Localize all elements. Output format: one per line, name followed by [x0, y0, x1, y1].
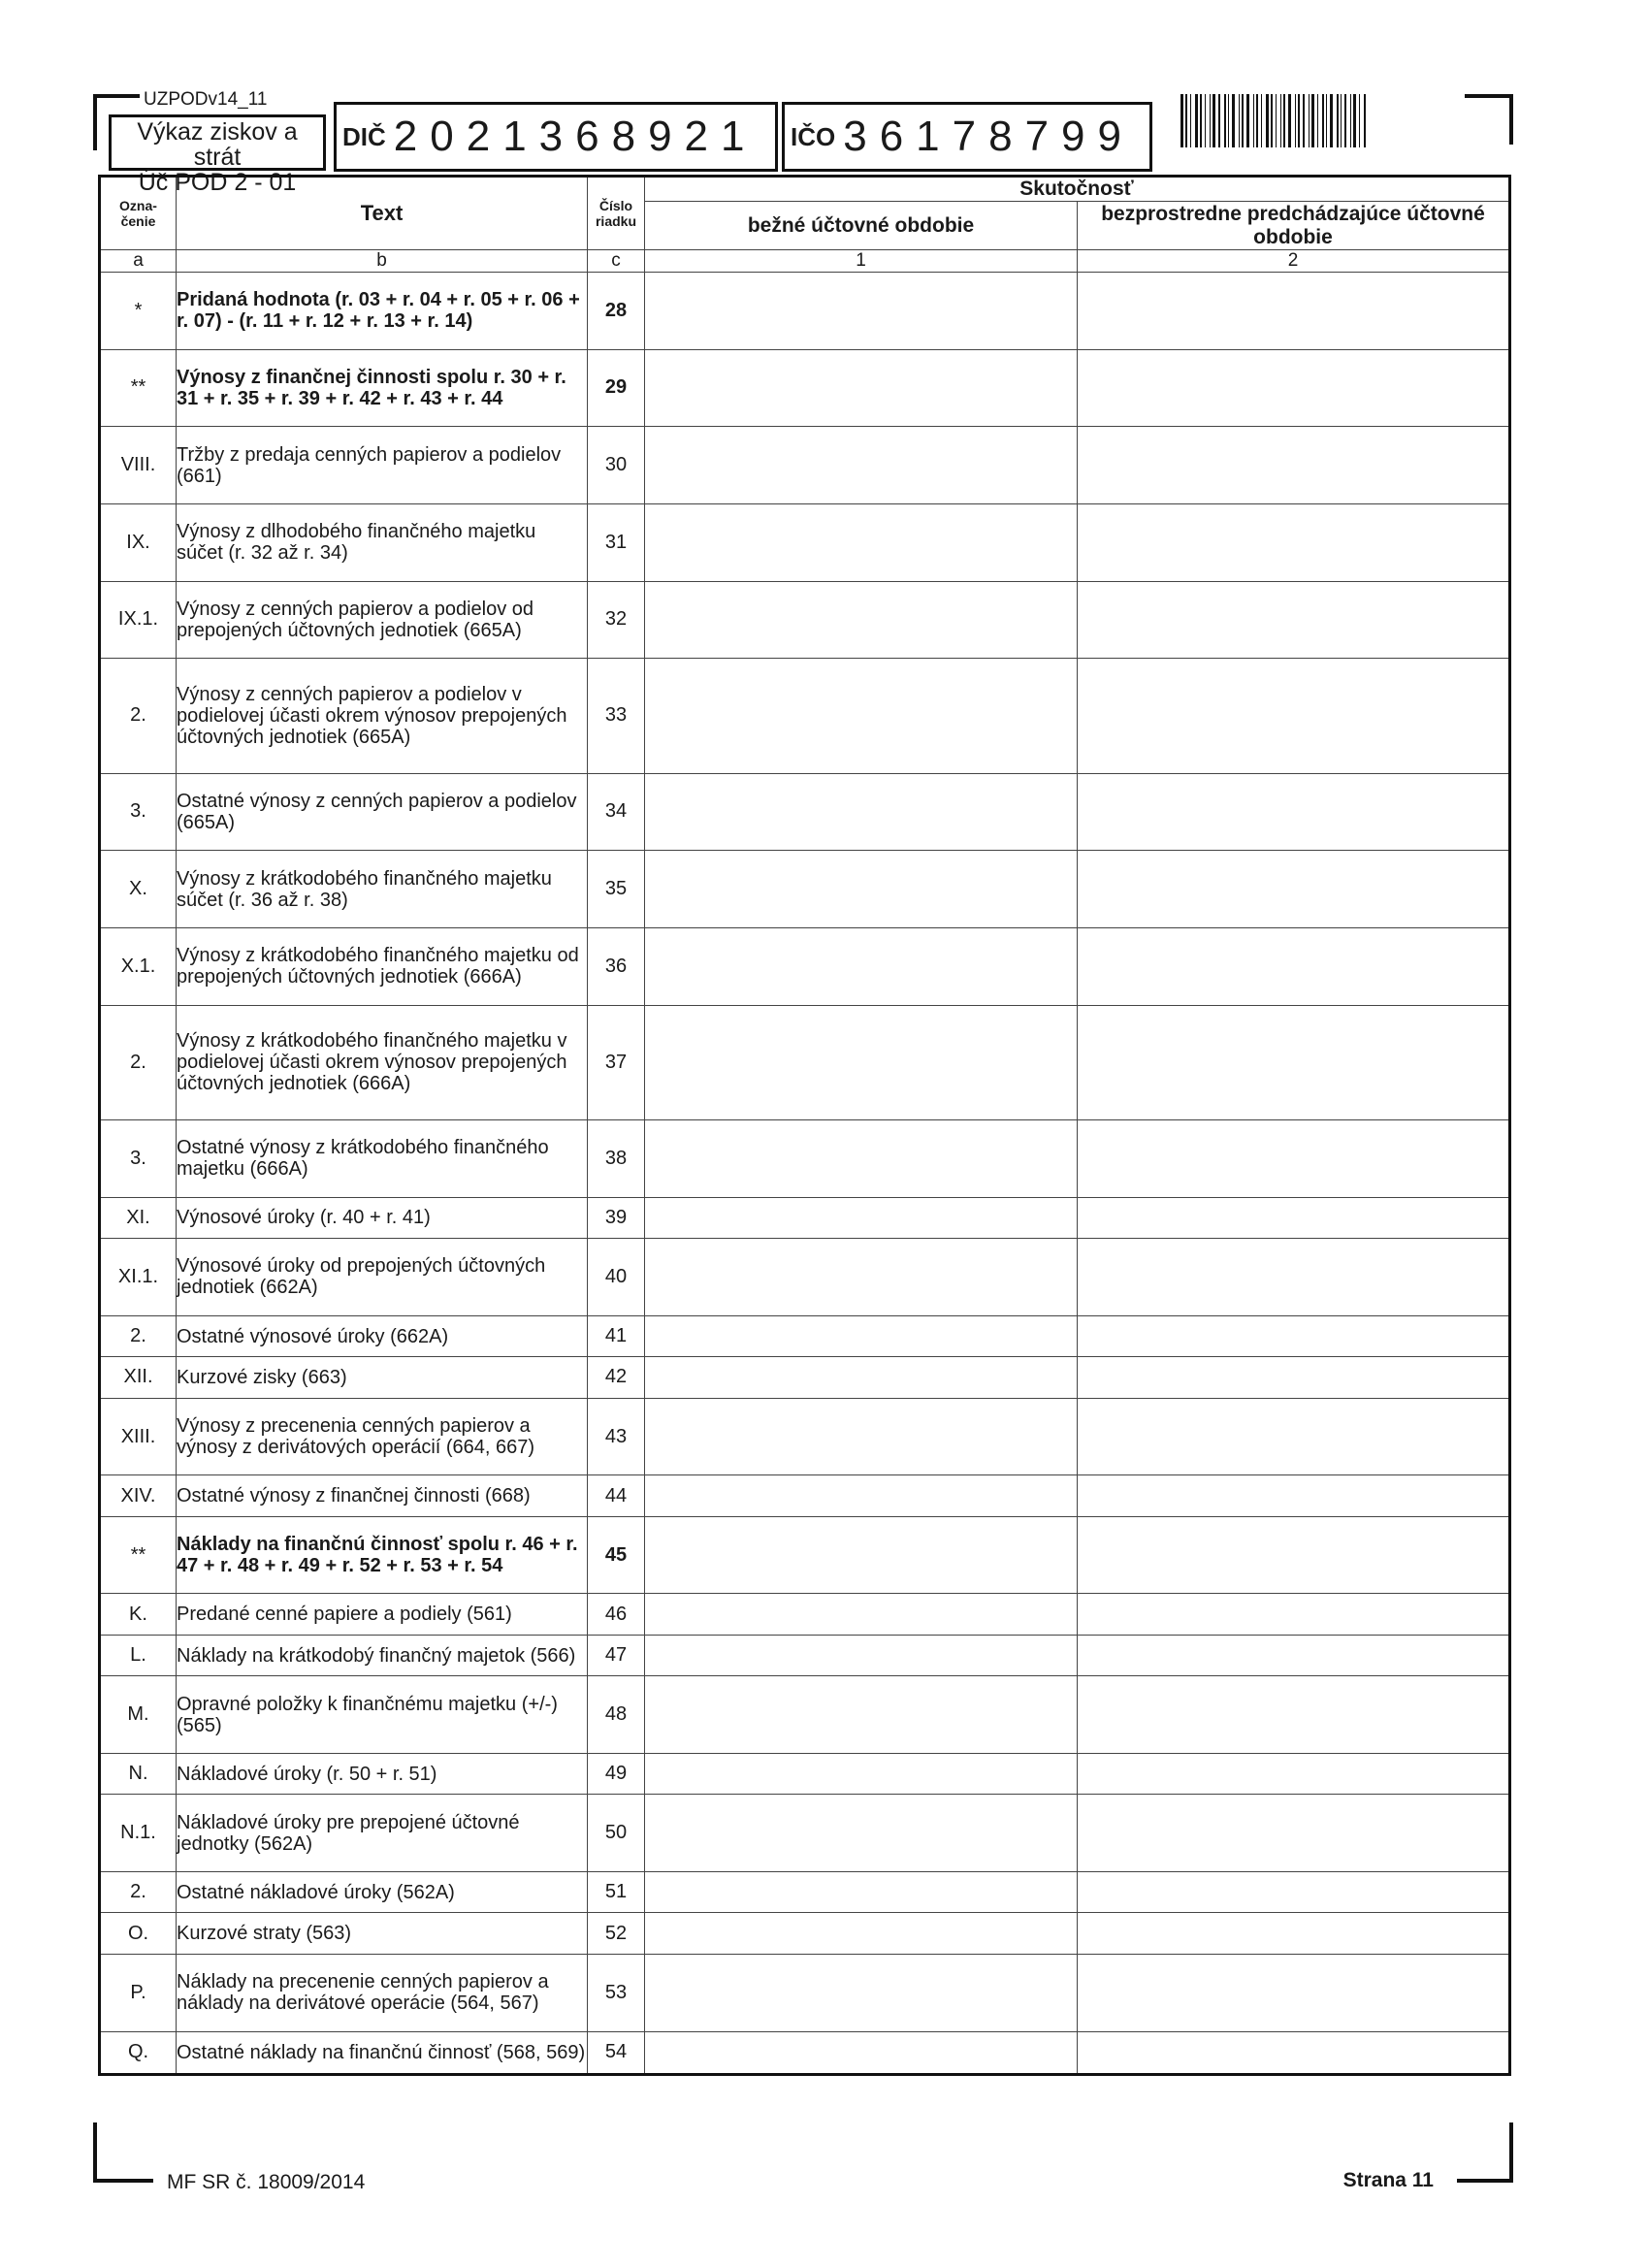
row-text: Výnosy z krátkodobého finančného majetku súčet (r. 36 až r. 38) — [177, 851, 588, 928]
row-mark: P. — [100, 1954, 177, 2031]
row-text: Ostatné výnosy z krátkodobého finančného majetku (666A) — [177, 1120, 588, 1198]
form-title: Výkaz ziskov a strát — [137, 118, 298, 171]
previous-period-value[interactable] — [1078, 1239, 1510, 1316]
header-text: Text — [177, 177, 588, 250]
row-mark: ** — [100, 1516, 177, 1594]
current-period-value[interactable] — [645, 1398, 1078, 1475]
corner-mark-top-left-v — [93, 94, 97, 150]
row-number: 44 — [588, 1475, 645, 1516]
barcode-bar — [1180, 94, 1183, 147]
row-text: Výnosové úroky od prepojených účtovných jednotiek (662A) — [177, 1239, 588, 1316]
barcode-bar — [1232, 94, 1235, 147]
barcode-bar — [1330, 94, 1333, 147]
current-period-value[interactable] — [645, 1635, 1078, 1675]
barcode-bar — [1210, 94, 1211, 147]
footer-page-number: Strana 11 — [1342, 2169, 1434, 2191]
row-text: Nákladové úroky (r. 50 + r. 51) — [177, 1753, 588, 1794]
row-mark: XIV. — [100, 1475, 177, 1516]
row-number: 53 — [588, 1954, 645, 2031]
barcode-bar — [1185, 94, 1187, 147]
ico-label: IČO — [791, 121, 836, 151]
table-row — [100, 1795, 1510, 1872]
row-text: Výnosy z finančnej činnosti spolu r. 30 + r. 31 + r. 35 + r. 39 + r. 42 + r. 43 + r. 44 — [177, 349, 588, 427]
footer-form-reference: MF SR č. 18009/2014 — [167, 2171, 366, 2193]
current-period-value[interactable] — [645, 1239, 1078, 1316]
previous-period-value[interactable] — [1078, 1315, 1510, 1356]
row-number: 40 — [588, 1239, 645, 1316]
table-row — [100, 273, 1510, 350]
row-text: Výnosy z krátkodobého finančného majetku od prepojených účtovných jednotiek (666A) — [177, 927, 588, 1005]
table-row — [100, 1676, 1510, 1754]
barcode-bar — [1239, 94, 1240, 147]
row-text: Výnosové úroky (r. 40 + r. 41) — [177, 1197, 588, 1238]
row-number: 35 — [588, 851, 645, 928]
barcode-bar — [1256, 94, 1258, 147]
barcode-bar — [1364, 94, 1366, 147]
current-period-value[interactable] — [645, 273, 1078, 350]
row-number: 39 — [588, 1197, 645, 1238]
letter-b: b — [177, 250, 588, 273]
table-row — [100, 1239, 1510, 1316]
row-text: Výnosy z precenenia cenných papierov a výnosy z derivátových operácií (664, 667) — [177, 1398, 588, 1475]
row-mark: 2. — [100, 1005, 177, 1120]
current-period-value[interactable] — [645, 1005, 1078, 1120]
previous-period-value[interactable] — [1078, 427, 1510, 504]
current-period-value[interactable] — [645, 927, 1078, 1005]
row-number: 52 — [588, 1913, 645, 1954]
current-period-value[interactable] — [645, 1475, 1078, 1516]
barcode-bar — [1195, 94, 1198, 147]
barcode-bar — [1309, 94, 1310, 147]
table-row — [100, 1315, 1510, 1356]
barcode-bar — [1242, 94, 1244, 147]
row-number: 49 — [588, 1753, 645, 1794]
previous-period-value[interactable] — [1078, 1516, 1510, 1594]
corner-mark-top-left-h — [93, 94, 140, 98]
barcode-bar — [1261, 94, 1262, 147]
row-text: Výnosy z dlhodobého finančného majetku súčet (r. 32 až r. 34) — [177, 503, 588, 581]
row-text: Kurzové straty (563) — [177, 1913, 588, 1954]
current-period-value[interactable] — [645, 1913, 1078, 1954]
barcode-bar — [1326, 94, 1327, 147]
table-row — [100, 1594, 1510, 1635]
barcode-bar — [1344, 94, 1346, 147]
previous-period-value[interactable] — [1078, 273, 1510, 350]
row-mark: XII. — [100, 1357, 177, 1398]
previous-period-value[interactable] — [1078, 773, 1510, 851]
current-period-value[interactable] — [645, 1753, 1078, 1794]
barcode — [1180, 94, 1416, 147]
barcode-bar — [1353, 94, 1356, 147]
title-box — [109, 114, 326, 196]
row-text: Náklady na krátkodobý finančný majetok (566) — [177, 1635, 588, 1675]
barcode-bar — [1311, 94, 1314, 147]
current-period-value[interactable] — [645, 427, 1078, 504]
current-period-value[interactable] — [645, 581, 1078, 659]
barcode-bar — [1288, 94, 1291, 147]
barcode-bar — [1337, 94, 1339, 147]
table-row — [100, 1753, 1510, 1794]
previous-period-value[interactable] — [1078, 1398, 1510, 1475]
row-number: 46 — [588, 1594, 645, 1635]
current-period-value[interactable] — [645, 1516, 1078, 1594]
previous-period-value[interactable] — [1078, 1954, 1510, 2031]
row-mark: N.1. — [100, 1795, 177, 1872]
row-text: Pridaná hodnota (r. 03 + r. 04 + r. 05 + r. 06 + r. 07) - (r. 11 + r. 12 + r. 13 + r. 14) — [177, 273, 588, 350]
table-row — [100, 581, 1510, 659]
row-mark: O. — [100, 1913, 177, 1954]
previous-period-value[interactable] — [1078, 1005, 1510, 1120]
row-text: Výnosy z cenných papierov a podielov od prepojených účtovných jednotiek (665A) — [177, 581, 588, 659]
previous-period-value[interactable] — [1078, 349, 1510, 427]
row-mark: IX. — [100, 503, 177, 581]
row-text: Tržby z predaja cenných papierov a podielov (661) — [177, 427, 588, 504]
previous-period-value[interactable] — [1078, 1594, 1510, 1635]
current-period-value[interactable] — [645, 503, 1078, 581]
table-row — [100, 1197, 1510, 1238]
previous-period-value[interactable] — [1078, 659, 1510, 774]
form-subtitle: Úč POD 2 - 01 — [138, 169, 297, 196]
previous-period-value[interactable] — [1078, 1120, 1510, 1198]
previous-period-value[interactable] — [1078, 1676, 1510, 1754]
barcode-bar — [1303, 94, 1305, 147]
barcode-bar — [1276, 94, 1277, 147]
row-number: 30 — [588, 427, 645, 504]
row-text: Kurzové zisky (663) — [177, 1357, 588, 1398]
row-text: Opravné položky k finančnému majetku (+/-) (565) — [177, 1676, 588, 1754]
current-period-value[interactable] — [645, 1357, 1078, 1398]
table-row — [100, 349, 1510, 427]
row-mark: 3. — [100, 1120, 177, 1198]
barcode-bar — [1253, 94, 1254, 147]
table-row — [100, 1398, 1510, 1475]
table-row — [100, 1516, 1510, 1594]
row-mark: K. — [100, 1594, 177, 1635]
row-number: 50 — [588, 1795, 645, 1872]
row-number: 37 — [588, 1005, 645, 1120]
barcode-bar — [1271, 94, 1273, 147]
header-row-number-label: Číslo riadku — [595, 198, 636, 229]
row-number: 28 — [588, 273, 645, 350]
current-period-value[interactable] — [645, 1315, 1078, 1356]
row-number: 38 — [588, 1120, 645, 1198]
letter-c: c — [588, 250, 645, 273]
row-mark: M. — [100, 1676, 177, 1754]
row-number: 32 — [588, 581, 645, 659]
table-row — [100, 927, 1510, 1005]
barcode-bar — [1317, 94, 1318, 147]
header-current-period: bežné účtovné obdobie — [645, 202, 1078, 250]
letter-a: a — [100, 250, 177, 273]
header-mark — [100, 177, 177, 250]
row-mark: X. — [100, 851, 177, 928]
row-mark: IX.1. — [100, 581, 177, 659]
previous-period-value[interactable] — [1078, 1635, 1510, 1675]
row-mark: 2. — [100, 1315, 177, 1356]
header-mark-label: Ozna- čenie — [119, 198, 157, 229]
row-number: 45 — [588, 1516, 645, 1594]
barcode-bar — [1212, 94, 1215, 147]
row-number: 43 — [588, 1398, 645, 1475]
previous-period-value[interactable] — [1078, 927, 1510, 1005]
corner-mark-bottom-right-h — [1457, 2179, 1513, 2183]
barcode-bar — [1205, 94, 1206, 147]
current-period-value[interactable] — [645, 1676, 1078, 1754]
row-mark: 2. — [100, 1872, 177, 1913]
corner-mark-top-right-v — [1509, 94, 1513, 145]
row-text: Výnosy z cenných papierov a podielov v podielovej účasti okrem výnosov prepojených účtovných jednotiek (665A) — [177, 659, 588, 774]
row-number: 41 — [588, 1315, 645, 1356]
current-period-value[interactable] — [645, 2031, 1078, 2074]
previous-period-value[interactable] — [1078, 1753, 1510, 1794]
barcode-bar — [1283, 94, 1285, 147]
table-row — [100, 1913, 1510, 1954]
table-row — [100, 1120, 1510, 1198]
barcode-bar — [1280, 94, 1281, 147]
row-mark: L. — [100, 1635, 177, 1675]
current-period-value[interactable] — [645, 851, 1078, 928]
table-row — [100, 2031, 1510, 2074]
table-row — [100, 851, 1510, 928]
current-period-value[interactable] — [645, 1120, 1078, 1198]
barcode-bar — [1350, 94, 1351, 147]
previous-period-value[interactable] — [1078, 851, 1510, 928]
ico-value: 36178799 — [843, 113, 1134, 160]
table-row — [100, 1357, 1510, 1398]
row-number: 33 — [588, 659, 645, 774]
current-period-value[interactable] — [645, 1594, 1078, 1635]
previous-period-value[interactable] — [1078, 1872, 1510, 1913]
letter-previous: 2 — [1078, 250, 1510, 273]
row-text: Ostatné výnosy z cenných papierov a podielov (665A) — [177, 773, 588, 851]
previous-period-value[interactable] — [1078, 1197, 1510, 1238]
row-mark: X.1. — [100, 927, 177, 1005]
barcode-bar — [1224, 94, 1226, 147]
row-number: 51 — [588, 1872, 645, 1913]
row-text: Ostatné výnosy z finančnej činnosti (668) — [177, 1475, 588, 1516]
barcode-bar — [1190, 94, 1191, 147]
table-row — [100, 659, 1510, 774]
row-mark: XI. — [100, 1197, 177, 1238]
table-row — [100, 503, 1510, 581]
previous-period-value[interactable] — [1078, 2031, 1510, 2074]
corner-mark-bottom-left-v — [93, 2122, 97, 2183]
previous-period-value[interactable] — [1078, 1475, 1510, 1516]
row-mark: 3. — [100, 773, 177, 851]
current-period-value[interactable] — [645, 659, 1078, 774]
profit-loss-table — [98, 175, 1511, 2076]
table-row — [100, 427, 1510, 504]
row-number: 29 — [588, 349, 645, 427]
dic-value: 2021368921 — [393, 113, 758, 160]
header-skutocnost: Skutočnosť — [645, 177, 1510, 202]
current-period-value[interactable] — [645, 1795, 1078, 1872]
barcode-bar — [1218, 94, 1220, 147]
row-text: Ostatné nákladové úroky (562A) — [177, 1872, 588, 1913]
row-number: 48 — [588, 1676, 645, 1754]
form-code: UZPODv14_11 — [144, 89, 268, 110]
current-period-value[interactable] — [645, 1197, 1078, 1238]
row-number: 54 — [588, 2031, 645, 2074]
row-number: 36 — [588, 927, 645, 1005]
corner-mark-top-right-h — [1465, 94, 1513, 98]
previous-period-value[interactable] — [1078, 581, 1510, 659]
row-mark: N. — [100, 1753, 177, 1794]
barcode-bar — [1200, 94, 1202, 147]
row-text: Výnosy z krátkodobého finančného majetku v podielovej účasti okrem výnosov prepojených účtovných jednotiek (666A) — [177, 1005, 588, 1120]
table-row — [100, 1005, 1510, 1120]
previous-period-value[interactable] — [1078, 503, 1510, 581]
letter-current: 1 — [645, 250, 1078, 273]
current-period-value[interactable] — [645, 1872, 1078, 1913]
barcode-bar — [1298, 94, 1300, 147]
row-mark: ** — [100, 349, 177, 427]
barcode-bar — [1359, 94, 1360, 147]
row-mark: VIII. — [100, 427, 177, 504]
row-number: 47 — [588, 1635, 645, 1675]
table-row — [100, 1475, 1510, 1516]
row-number: 42 — [588, 1357, 645, 1398]
row-number: 34 — [588, 773, 645, 851]
row-text: Predané cenné papiere a podiely (561) — [177, 1594, 588, 1635]
current-period-value[interactable] — [645, 349, 1078, 427]
barcode-bar — [1295, 94, 1296, 147]
table-row — [100, 1635, 1510, 1675]
row-text: Náklady na finančnú činnosť spolu r. 46 + r. 47 + r. 48 + r. 49 + r. 52 + r. 53 + r. 54 — [177, 1516, 588, 1594]
previous-period-value[interactable] — [1078, 1913, 1510, 1954]
barcode-bar — [1322, 94, 1324, 147]
ico-box — [782, 102, 1152, 172]
row-mark: * — [100, 273, 177, 350]
table-row — [100, 1954, 1510, 2031]
row-text: Ostatné náklady na finančnú činnosť (568, 569) — [177, 2031, 588, 2074]
barcode-bar — [1341, 94, 1342, 147]
header-row-number — [588, 177, 645, 250]
corner-mark-bottom-left-h — [93, 2179, 153, 2183]
row-text: Nákladové úroky pre prepojené účtovné jednotky (562A) — [177, 1795, 588, 1872]
current-period-value[interactable] — [645, 1954, 1078, 2031]
barcode-bar — [1246, 94, 1249, 147]
corner-mark-bottom-right-v — [1509, 2122, 1513, 2183]
previous-period-value[interactable] — [1078, 1357, 1510, 1398]
row-mark: XIII. — [100, 1398, 177, 1475]
barcode-bar — [1266, 94, 1269, 147]
barcode-bar — [1228, 94, 1229, 147]
row-number: 31 — [588, 503, 645, 581]
row-mark: Q. — [100, 2031, 177, 2074]
dic-label: DIČ — [342, 121, 386, 151]
row-mark: 2. — [100, 659, 177, 774]
row-text: Náklady na precenenie cenných papierov a náklady na derivátové operácie (564, 567) — [177, 1954, 588, 2031]
row-mark: XI.1. — [100, 1239, 177, 1316]
current-period-value[interactable] — [645, 773, 1078, 851]
row-text: Ostatné výnosové úroky (662A) — [177, 1315, 588, 1356]
dic-box — [334, 102, 778, 172]
header-previous-period: bezprostredne predchádzajúce účtovné obdobie — [1078, 202, 1510, 250]
table-row — [100, 1872, 1510, 1913]
previous-period-value[interactable] — [1078, 1795, 1510, 1872]
table-row — [100, 773, 1510, 851]
